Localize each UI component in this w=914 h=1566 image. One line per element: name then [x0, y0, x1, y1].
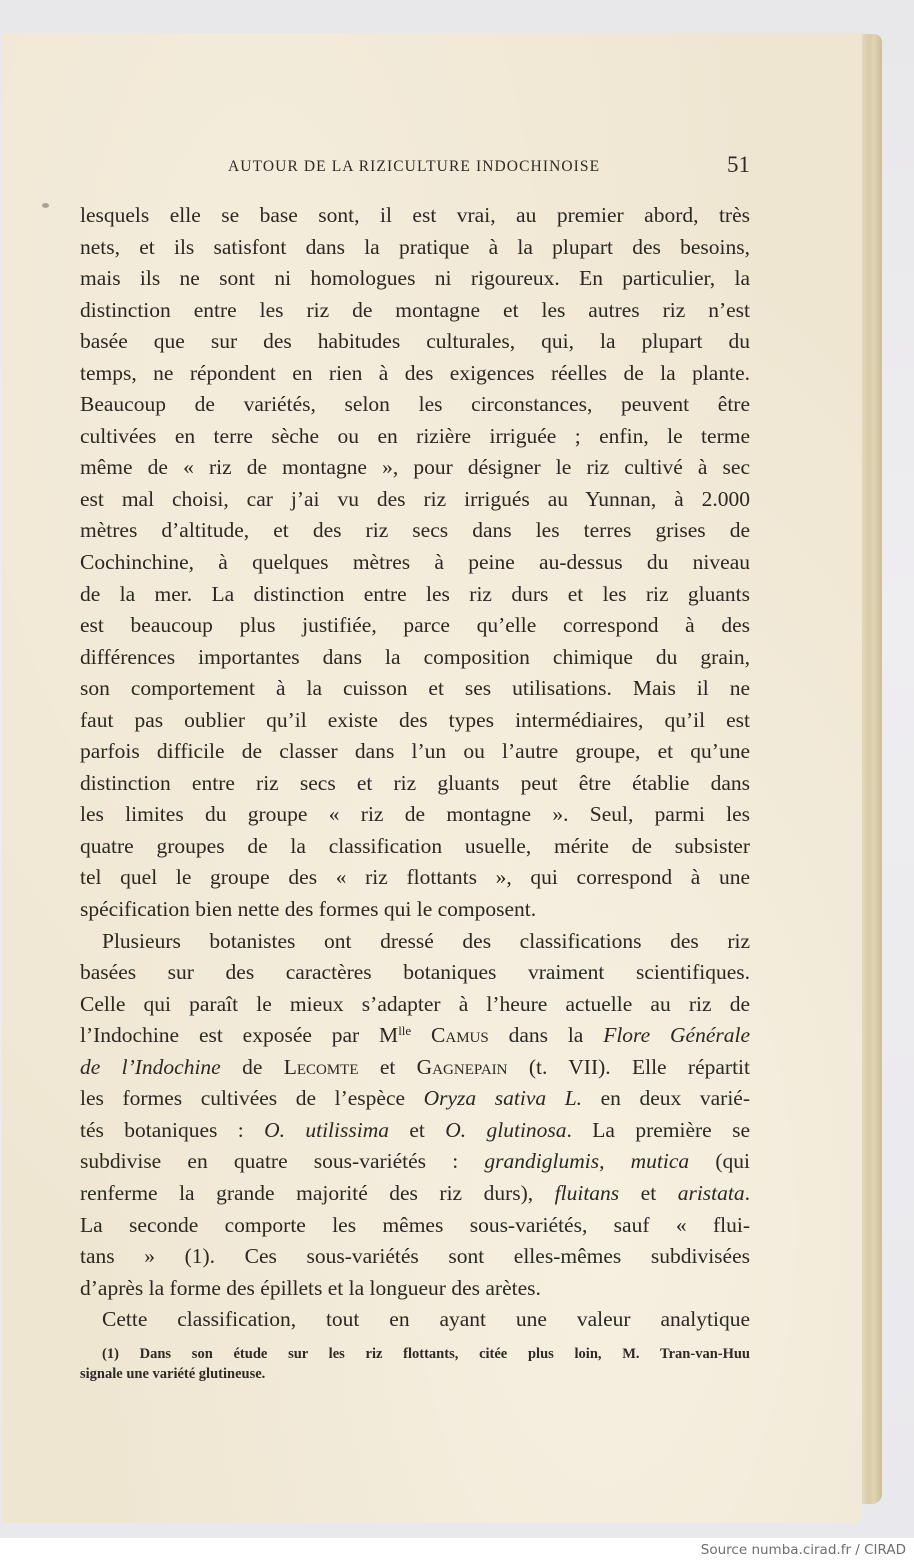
- text-segment: lesquels elle se base sont, il est vrai, au premier abord, très: [80, 203, 750, 227]
- text-segment: faut pas oublier qu’il existe des types intermédiaires, qu’il est: [80, 707, 750, 732]
- text-line: [80, 736, 750, 768]
- footnote-line: signale une variété glutineuse.: [80, 1366, 266, 1382]
- text-line: [80, 1241, 750, 1273]
- text-segment: La seconde comporte les mêmes sous-variétés, sauf « flui-: [80, 1212, 750, 1237]
- text-segment: quatre groupes de la classification usuelle, mérite de subsister: [80, 833, 750, 858]
- text-line: [80, 200, 750, 232]
- text-segment: est beaucoup plus justifiée, parce qu’elle correspond à des: [80, 613, 750, 638]
- text-segment: parfois difficile de classer dans l’un ou l’autre groupe, et qu’une: [80, 739, 750, 764]
- footnote-line: (1) Dans son étude sur les riz flottants, citée plus loin, M. Tran-van-Huu: [102, 1346, 750, 1362]
- text-segment: O. utilissima: [264, 1117, 389, 1142]
- footnote: [80, 1344, 750, 1384]
- text-segment: les limites du groupe « riz de montagne ». Seul, parmi les: [80, 802, 750, 827]
- text-segment: Beaucoup de variétés, selon les circonstances, peuvent être: [80, 392, 750, 417]
- text-line: [80, 263, 750, 295]
- text-line: [80, 358, 750, 390]
- text-segment: de la mer. La distinction entre les riz durs et les riz gluants: [80, 581, 750, 606]
- text-line: [80, 705, 750, 737]
- text-line: [80, 515, 750, 547]
- text-segment: d’après la forme des épillets et la longueur des arètes.: [80, 1275, 541, 1300]
- text-line: [80, 989, 750, 1021]
- text-line: [80, 579, 750, 611]
- text-line: [80, 799, 750, 831]
- text-line: [80, 926, 750, 958]
- text-segment: en deux varié-: [582, 1086, 750, 1111]
- text-segment: . La première se: [566, 1117, 750, 1142]
- text-line: [80, 232, 750, 264]
- text-segment: Camus: [431, 1023, 489, 1048]
- text-segment: est mal choisi, car j’ai vu des riz irrigués au Yunnan, à 2.000: [80, 486, 750, 511]
- body-text: [80, 200, 750, 1336]
- text-segment: mais ils ne sont ni homologues ni rigoureux. En particulier, la: [80, 266, 750, 291]
- text-segment: distinction entre riz secs et riz gluants peut être établie dans: [80, 770, 750, 795]
- text-segment: Cochinchine, à quelques mètres à peine au-dessus du niveau: [80, 550, 750, 575]
- text-segment: temps, ne répondent en rien à des exigences réelles de la plante.: [80, 360, 750, 385]
- text-segment: Oryza sativa L.: [423, 1086, 583, 1111]
- text-segment: Plusieurs botanistes ont dressé des classifications des riz: [102, 928, 750, 953]
- text-segment: cultivées en terre sèche ou en rizière irriguée ; enfin, le terme: [80, 423, 750, 448]
- text-line: [80, 389, 750, 421]
- text-segment: (qui: [689, 1149, 750, 1174]
- text-line: [80, 452, 750, 484]
- text-line: [80, 831, 750, 863]
- text-segment: son comportement à la cuisson et ses utilisations. Mais il ne: [80, 676, 750, 701]
- ink-smudge: [42, 203, 49, 208]
- running-title: AUTOUR DE LA RIZICULTURE INDOCHINOISE: [228, 158, 601, 175]
- text-line: [80, 768, 750, 800]
- page-stack-edge: [862, 34, 882, 1504]
- text-line: [80, 484, 750, 516]
- text-line: [80, 326, 750, 358]
- text-line: [80, 421, 750, 453]
- text-segment: .: [744, 1180, 750, 1205]
- text-segment: dans la: [488, 1023, 604, 1048]
- text-line: [80, 1020, 750, 1052]
- text-segment: subdivise en quatre sous-variétés :: [80, 1149, 485, 1174]
- text-segment: Flore Générale: [603, 1023, 750, 1048]
- text-segment: Celle qui paraît le mieux s’adapter à l’heure actuelle au riz de: [80, 991, 750, 1016]
- text-segment: tel quel le groupe des « riz flottants », qui correspond à une: [80, 865, 750, 890]
- text-line: [80, 1115, 750, 1147]
- text-segment: distinction entre les riz de montagne et les autres riz n’est: [80, 297, 750, 322]
- text-segment: et: [358, 1054, 417, 1079]
- text-line: [80, 642, 750, 674]
- text-segment: O. glutinosa: [445, 1117, 567, 1142]
- text-line: [80, 673, 750, 705]
- text-segment: tés botaniques :: [80, 1117, 265, 1142]
- text-line: [80, 295, 750, 327]
- text-line: [80, 1146, 750, 1178]
- text-segment: Cette classification, tout en ayant une valeur analytique: [102, 1307, 750, 1332]
- text-line: [80, 862, 750, 894]
- text-segment: grandiglumis, mutica: [484, 1149, 690, 1174]
- text-segment: basées sur des caractères botaniques vraiment scientifiques.: [80, 960, 750, 985]
- text-segment: Gagnepain: [416, 1054, 508, 1079]
- text-segment: (t. VII). Elle répartit: [507, 1054, 750, 1079]
- text-line: [80, 1304, 750, 1336]
- page-number: 51: [727, 152, 750, 177]
- text-segment: l’Indochine est exposée par M: [80, 1023, 399, 1048]
- text-segment: les formes cultivées de l’espèce: [80, 1086, 424, 1111]
- text-line: [80, 1210, 750, 1242]
- text-segment: spécification bien nette des formes qui le composent.: [80, 897, 537, 922]
- text-line: [80, 1178, 750, 1210]
- text-segment: lle: [398, 1023, 412, 1039]
- text-segment: différences importantes dans la composition chimique du grain,: [80, 644, 750, 669]
- text-segment: [411, 1023, 431, 1047]
- source-caption: Source numba.cirad.fr / CIRAD: [700, 1542, 906, 1558]
- text-line: [80, 894, 750, 926]
- text-segment: fluitans: [554, 1180, 620, 1205]
- text-segment: basée que sur des habitudes culturales, qui, la plupart du: [80, 329, 750, 354]
- text-line: [80, 1273, 750, 1305]
- running-header: [80, 154, 750, 184]
- text-segment: renferme la grande majorité des riz durs),: [80, 1180, 555, 1205]
- text-line: [80, 1052, 750, 1084]
- text-line: [80, 610, 750, 642]
- text-line: [80, 547, 750, 579]
- text-segment: mètres d’altitude, et des riz secs dans les terres grises de: [80, 518, 750, 543]
- text-line: [80, 1083, 750, 1115]
- text-segment: de l’Indochine: [80, 1054, 221, 1079]
- text-segment: tans » (1). Ces sous-variétés sont elles-mêmes subdivisées: [80, 1244, 750, 1269]
- text-segment: et: [619, 1180, 678, 1205]
- text-segment: aristata: [677, 1180, 745, 1205]
- text-segment: même de « riz de montagne », pour désigner le riz cultivé à sec: [80, 455, 750, 480]
- text-segment: Lecomte: [283, 1054, 359, 1079]
- text-segment: nets, et ils satisfont dans la pratique à la plupart des besoins,: [80, 234, 750, 259]
- text-line: [80, 957, 750, 989]
- text-segment: et: [388, 1117, 446, 1142]
- text-segment: de: [220, 1054, 284, 1079]
